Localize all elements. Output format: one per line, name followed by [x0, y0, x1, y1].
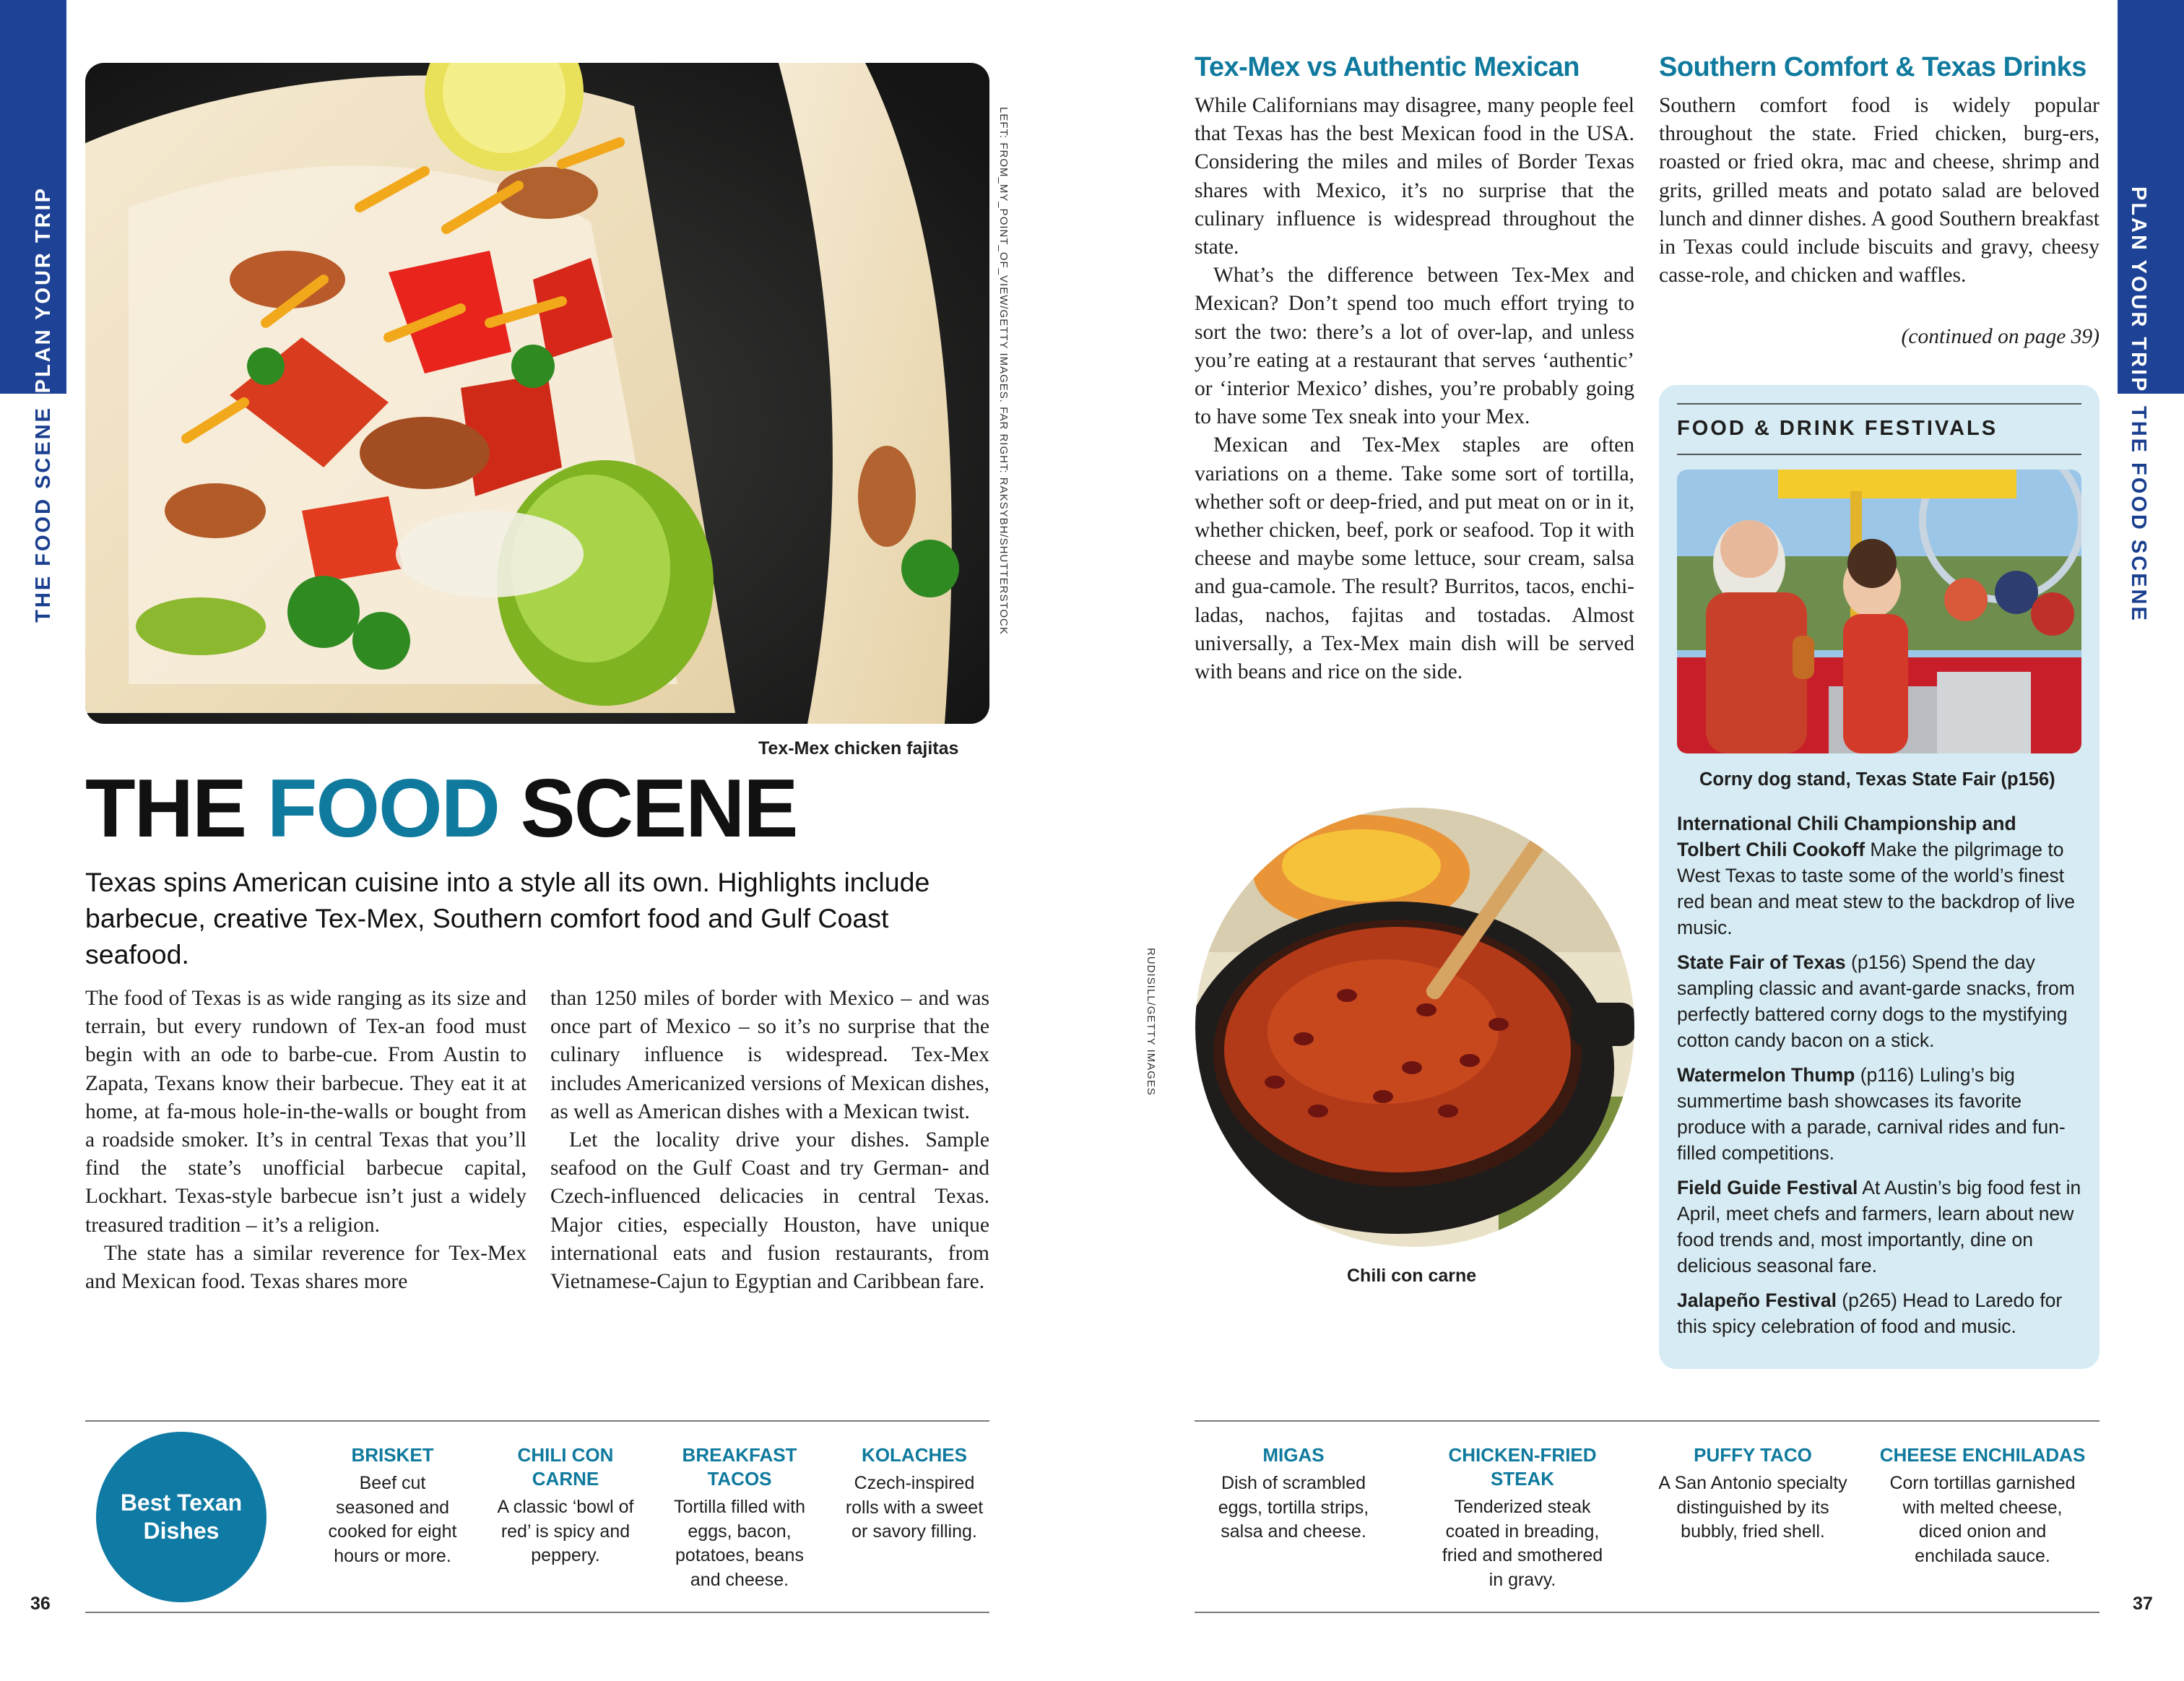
dish-brisket — [318, 1443, 467, 1568]
right-dishes-bottom-rule — [1195, 1612, 2100, 1613]
dish-name: CHILI CON CARNE — [517, 1444, 614, 1490]
hero-photo-fajitas — [85, 63, 989, 724]
festival-item — [1677, 1287, 2081, 1339]
chili-photo-credit: RUDISILL/GETTY IMAGES — [1145, 948, 1157, 1096]
hero-photo-credit: LEFT: FROM_MY_POINT_OF_VIEW/GETTY IMAGES. FAR RIGHT: RAKSYBH/SHUTTERSTOCK — [997, 107, 1010, 635]
left-dishes-bottom-rule — [85, 1612, 989, 1613]
texmex-body — [1195, 92, 1634, 686]
dish-name: KOLACHES — [862, 1444, 967, 1466]
festivals-heading-rule — [1677, 454, 2081, 455]
festival-name: Watermelon Thump — [1677, 1064, 1855, 1086]
dish-name: BRISKET — [351, 1444, 434, 1466]
paragraph: While Californians may disagree, many people feel that Texas has the best Mexican food in the USA. Considering the miles and miles of Border Texas shares with Mexico, it’s no surprise that the culinary influence is widespread throughout the state. — [1195, 94, 1634, 259]
chili-illustration — [1195, 808, 1634, 1247]
southern-body — [1659, 92, 2100, 290]
festival-text: (p156) Spend the day sampling classic and avant-garde snacks, from perfectly battered corny dogs to the mystifying cotton candy bacon on a stick. — [1677, 951, 2075, 1051]
left-dishes-top-rule — [85, 1420, 989, 1422]
chili-photo — [1195, 808, 1634, 1247]
dish-cheese-enchiladas — [1878, 1443, 2087, 1568]
dish-description: Tortilla filled with eggs, bacon, potatoes, beans and cheese. — [673, 1497, 805, 1590]
festival-text: (p265) Head to Laredo for this spicy celebration of food and music. — [1677, 1289, 2063, 1337]
dish-name: BREAKFAST TACOS — [682, 1444, 797, 1490]
right-dishes-top-rule — [1195, 1420, 2100, 1422]
festival-text: Make the pilgrimage to West Texas to taste some of the world’s finest red bean and meat stew to the backdrop of live music. — [1677, 839, 2075, 938]
dish-breakfast-tacos — [660, 1443, 819, 1592]
title-part-food: FOOD — [266, 763, 499, 855]
best-dishes-badge — [96, 1432, 266, 1602]
right-tab-plan-your-trip: PLAN YOUR TRIP — [2127, 186, 2150, 394]
paragraph: The state has a similar reverence for Tex-Mex and Mexican food. Texas shares more — [85, 1241, 526, 1294]
right-tab-the-food-scene: THE FOOD SCENE — [2127, 406, 2150, 623]
dish-name: CHEESE ENCHILADAS — [1879, 1444, 2086, 1466]
festival-photo-corny-dog — [1677, 470, 2081, 753]
hero-caption: Tex-Mex chicken fajitas — [758, 738, 959, 759]
fajitas-illustration — [85, 63, 989, 724]
southern-heading: Southern Comfort & Texas Drinks — [1659, 52, 2086, 82]
left-body-column-2 — [550, 985, 989, 1296]
dish-name: PUFFY TACO — [1694, 1444, 1812, 1466]
paragraph: than 1250 miles of border with Mexico – and was once part of Mexico – so it’s no surprise that the culinary influence is widespread. Tex-Mex includes Americanized versions of Mexican dishes, as well as American dishes with a Mexican twist. — [550, 987, 989, 1123]
festival-item — [1677, 949, 2081, 1053]
dish-kolaches — [835, 1443, 994, 1544]
paragraph: The food of Texas is as wide ranging as its size and terrain, but every rundown of Tex-an food must begin with an ode to barbe-cue. From Austin to Zapata, Texans know their barbecue. They eat it at home, at fa-mous hole-in-the-walls or bought from a roadside smoker. It’s in central Texas that you’ll find the state’s unofficial barbecue capital, Lockhart. Texas-style barbecue isn’t just a widely treasured tradition – it’s a religion. — [85, 987, 526, 1237]
best-dishes-badge-label: Best Texan Dishes — [120, 1490, 243, 1544]
chili-caption: Chili con carne — [1347, 1266, 1477, 1286]
festivals-heading: FOOD & DRINK FESTIVALS — [1677, 417, 1998, 440]
festival-name: State Fair of Texas — [1677, 951, 1846, 973]
left-body-column-1 — [85, 985, 526, 1296]
intro-standfirst: Texas spins American cuisine into a style all its own. Highlights include barbecue, creative Tex-Mex, Southern comfort food and Gulf Coast seafood. — [85, 867, 930, 969]
dish-description: Dish of scrambled eggs, tortilla strips, salsa and cheese. — [1218, 1473, 1369, 1542]
title-part-the: THE — [85, 763, 267, 855]
festival-photo-caption: Corny dog stand, Texas State Fair (p156) — [1699, 769, 2055, 790]
paragraph: Southern comfort food is widely popular throughout the state. Fried chicken, burg-ers, roasted or fried okra, mac and cheese, shrimp and grits, grilled meats and potato salad are beloved lunch and dinner dishes. A good Southern breakfast in Texas could include biscuits and gravy, cheesy casse-role, and chicken and waffles. — [1659, 94, 2100, 288]
festivals-list — [1677, 811, 2081, 1348]
dish-puffy-taco — [1652, 1443, 1854, 1544]
dish-description: Beef cut seasoned and cooked for eight hours or more. — [328, 1473, 457, 1566]
dish-description: A San Antonio specialty distinguished by its bubbly, fried shell. — [1658, 1473, 1847, 1542]
festival-text: At Austin’s big food fest in April, meet chefs and farmers, learn about new food trends and, most importantly, dine on delicious seasonal fare. — [1677, 1177, 2081, 1276]
dish-chili-con-carne — [485, 1443, 646, 1568]
left-page-number: 36 — [30, 1594, 51, 1614]
festival-item — [1677, 811, 2081, 941]
paragraph: Let the locality drive your dishes. Sample seafood on the Gulf Coast and try German- and Czech-influenced delicacies in central Texas. Major cities, especially Houston, have unique international eats and fusion restaurants, from Vietnamese-Cajun to Egyptian and Caribbean fare. — [550, 1128, 989, 1294]
festival-name: International Chili Championship and Tolbert Chili Cookoff — [1677, 813, 2016, 860]
left-tab-the-food-scene: THE FOOD SCENE — [32, 406, 55, 623]
title-part-scene: SCENE — [499, 763, 797, 855]
dish-chicken-fried-steak — [1436, 1443, 1609, 1592]
festival-item — [1677, 1175, 2081, 1279]
dish-description: Tenderized steak coated in breading, fried and smothered in gravy. — [1442, 1497, 1603, 1590]
texmex-heading: Tex-Mex vs Authentic Mexican — [1195, 52, 1580, 82]
dish-description: Corn tortillas garnished with melted cheese, diced onion and enchilada sauce. — [1889, 1473, 2076, 1566]
festival-item — [1677, 1062, 2081, 1166]
festival-text: (p116) Luling’s big summertime bash showcases its favorite produce with a parade, carnival rides and fun-filled competitions. — [1677, 1064, 2066, 1164]
festival-name: Jalapeño Festival — [1677, 1289, 1837, 1311]
dish-migas — [1210, 1443, 1377, 1544]
dish-description: Czech-inspired rolls with a sweet or savory filling. — [845, 1473, 984, 1542]
dish-name: MIGAS — [1262, 1444, 1325, 1466]
continued-note: (continued on page 39) — [1901, 325, 2100, 348]
dish-description: A classic ‘bowl of red’ is spicy and peppery. — [497, 1497, 634, 1565]
right-page-number: 37 — [2133, 1594, 2153, 1614]
paragraph: What’s the difference between Tex-Mex and Mexican? Don’t spend too much effort trying to sort the two: there’s a lot of over-lap, and unless you’re eating at a restaurant that serves ‘authentic’ or ‘interior Mexico’ dishes, you’re probably going to have some Tex sneak into your Mex. — [1195, 264, 1634, 429]
festival-name: Field Guide Festival — [1677, 1177, 1858, 1198]
paragraph: Mexican and Tex-Mex staples are often variations on a theme. Take some sort of tortilla, whether soft or deep-fried, and put meat on or in it, whether chicken, beef, pork or seafood. Top it with cheese and maybe some lettuce, sour cream, salsa and gua-camole. The result? Burritos, tacos, enchi-ladas, nachos, fajitas and tostadas. Almost universally, a Tex-Mex main dish will be served with beans and rice on the side. — [1195, 433, 1634, 684]
fair-illustration — [1677, 470, 2081, 753]
left-tab-plan-your-trip: PLAN YOUR TRIP — [32, 186, 55, 394]
festivals-top-rule — [1677, 403, 2081, 405]
dish-name: CHICKEN-FRIED STEAK — [1448, 1444, 1597, 1490]
page-title — [85, 762, 797, 856]
